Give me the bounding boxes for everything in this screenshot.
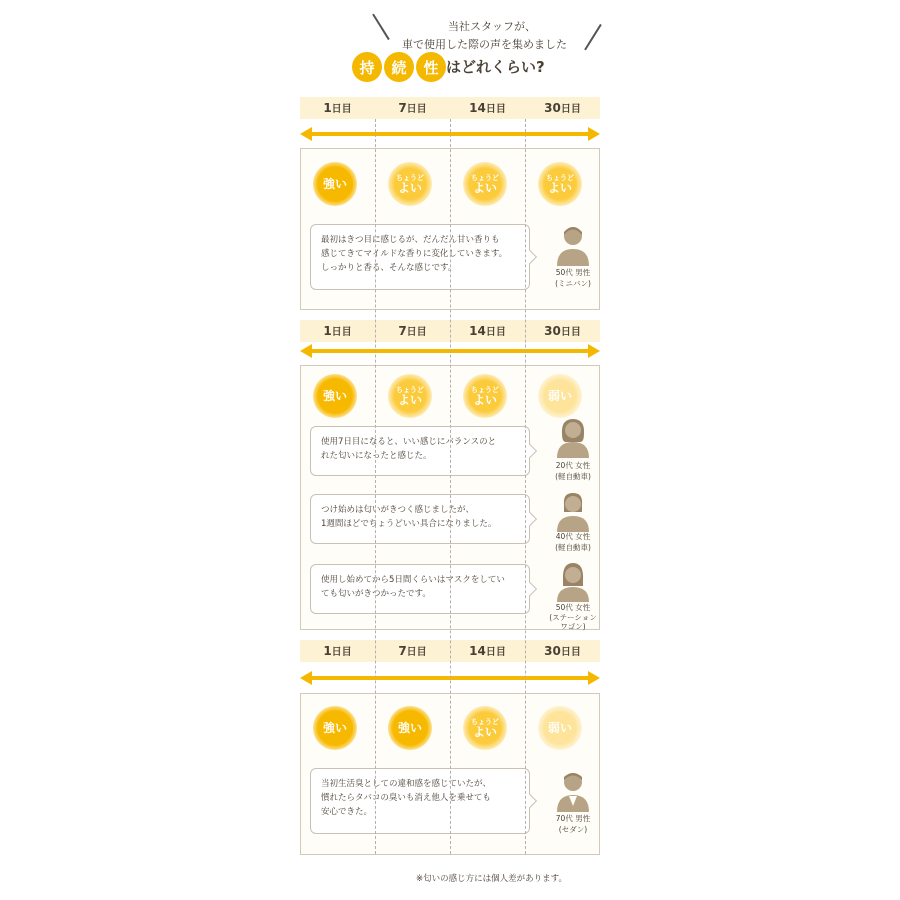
person-icon — [551, 488, 595, 532]
person-label: 20代 女性 — [555, 461, 591, 470]
intro-line-2: 車で使用した際の声を集めました — [402, 38, 567, 51]
column-divider — [450, 119, 451, 854]
strength-good: ちょうど よい — [463, 706, 507, 750]
decor-slash-left — [372, 14, 389, 40]
car-label: (セダン) — [558, 825, 588, 834]
day-label: 1日目 — [323, 324, 352, 338]
car-label: (ミニバン) — [555, 279, 591, 288]
comment-bubble: 使用し始めてから5日間くらいはマスクをしてい ても匂いがきつかったです。 — [310, 564, 530, 614]
person-icon — [551, 222, 595, 266]
title-tail: はどれくらい? — [446, 58, 545, 76]
strength-good: ちょうど よい — [463, 162, 507, 206]
day-label: 7日目 — [398, 644, 427, 658]
comment-bubble: 使用7日目になると、いい感じにバランスのと れた匂いになったと感じた。 — [310, 426, 530, 476]
strength-weak: 弱い — [538, 374, 582, 418]
person-icon — [551, 768, 595, 812]
days-bar-1 — [300, 97, 600, 119]
strength-strong: 強い — [313, 706, 357, 750]
title-kanji-2: 続 — [384, 52, 414, 82]
day-label: 30日目 — [544, 101, 581, 115]
day-label: 7日目 — [398, 101, 427, 115]
day-label: 14日目 — [469, 324, 506, 338]
day-label: 14日目 — [469, 644, 506, 658]
day-label: 7日目 — [398, 324, 427, 338]
day-label: 1日目 — [323, 644, 352, 658]
strength-good: ちょうど よい — [388, 162, 432, 206]
person-label: 40代 女性 — [555, 532, 591, 541]
person-icon — [551, 558, 595, 602]
title-kanji-1: 持 — [352, 52, 382, 82]
strength-good: ちょうど よい — [388, 374, 432, 418]
day-label: 1日目 — [323, 101, 352, 115]
day-label: 30日目 — [544, 644, 581, 658]
strength-good: ちょうど よい — [463, 374, 507, 418]
person-label: 70代 男性 — [555, 814, 591, 823]
comment-bubble: 当初生活臭としての違和感を感じていたが、 慣れたらタバコの臭いも消え他人を乗せても 安心できた。 — [310, 768, 530, 834]
car-label-2: ワゴン) — [560, 622, 586, 631]
strength-weak: 弱い — [538, 706, 582, 750]
footnote: ※匂いの感じ方には個人差があります。 — [416, 874, 567, 884]
strength-strong: 強い — [388, 706, 432, 750]
person-label: 50代 女性 — [555, 603, 591, 612]
day-label: 30日目 — [544, 324, 581, 338]
comment-bubble: つけ始めは匂いがきつく感じましたが、 1週間ほどでちょうどいい具合になりました。 — [310, 494, 530, 544]
person-icon — [551, 414, 595, 458]
day-label: 14日目 — [469, 101, 506, 115]
strength-strong: 強い — [313, 162, 357, 206]
column-divider — [375, 119, 376, 854]
person-label: 50代 男性 — [555, 268, 591, 277]
title-kanji-3: 性 — [416, 52, 446, 82]
intro-line-1: 当社スタッフが、 — [448, 20, 536, 33]
strength-strong: 強い — [313, 374, 357, 418]
car-label: (ステーション — [549, 613, 597, 622]
column-divider — [525, 119, 526, 854]
decor-slash-right — [584, 24, 601, 50]
strength-good: ちょうど よい — [538, 162, 582, 206]
comment-bubble: 最初はきつ目に感じるが、だんだん甘い香りも 感じてきてマイルドな香りに変化していきます。 しっかりと香る、そんな感じです。 — [310, 224, 530, 290]
car-label: (軽自動車) — [555, 543, 591, 552]
car-label: (軽自動車) — [555, 472, 591, 481]
